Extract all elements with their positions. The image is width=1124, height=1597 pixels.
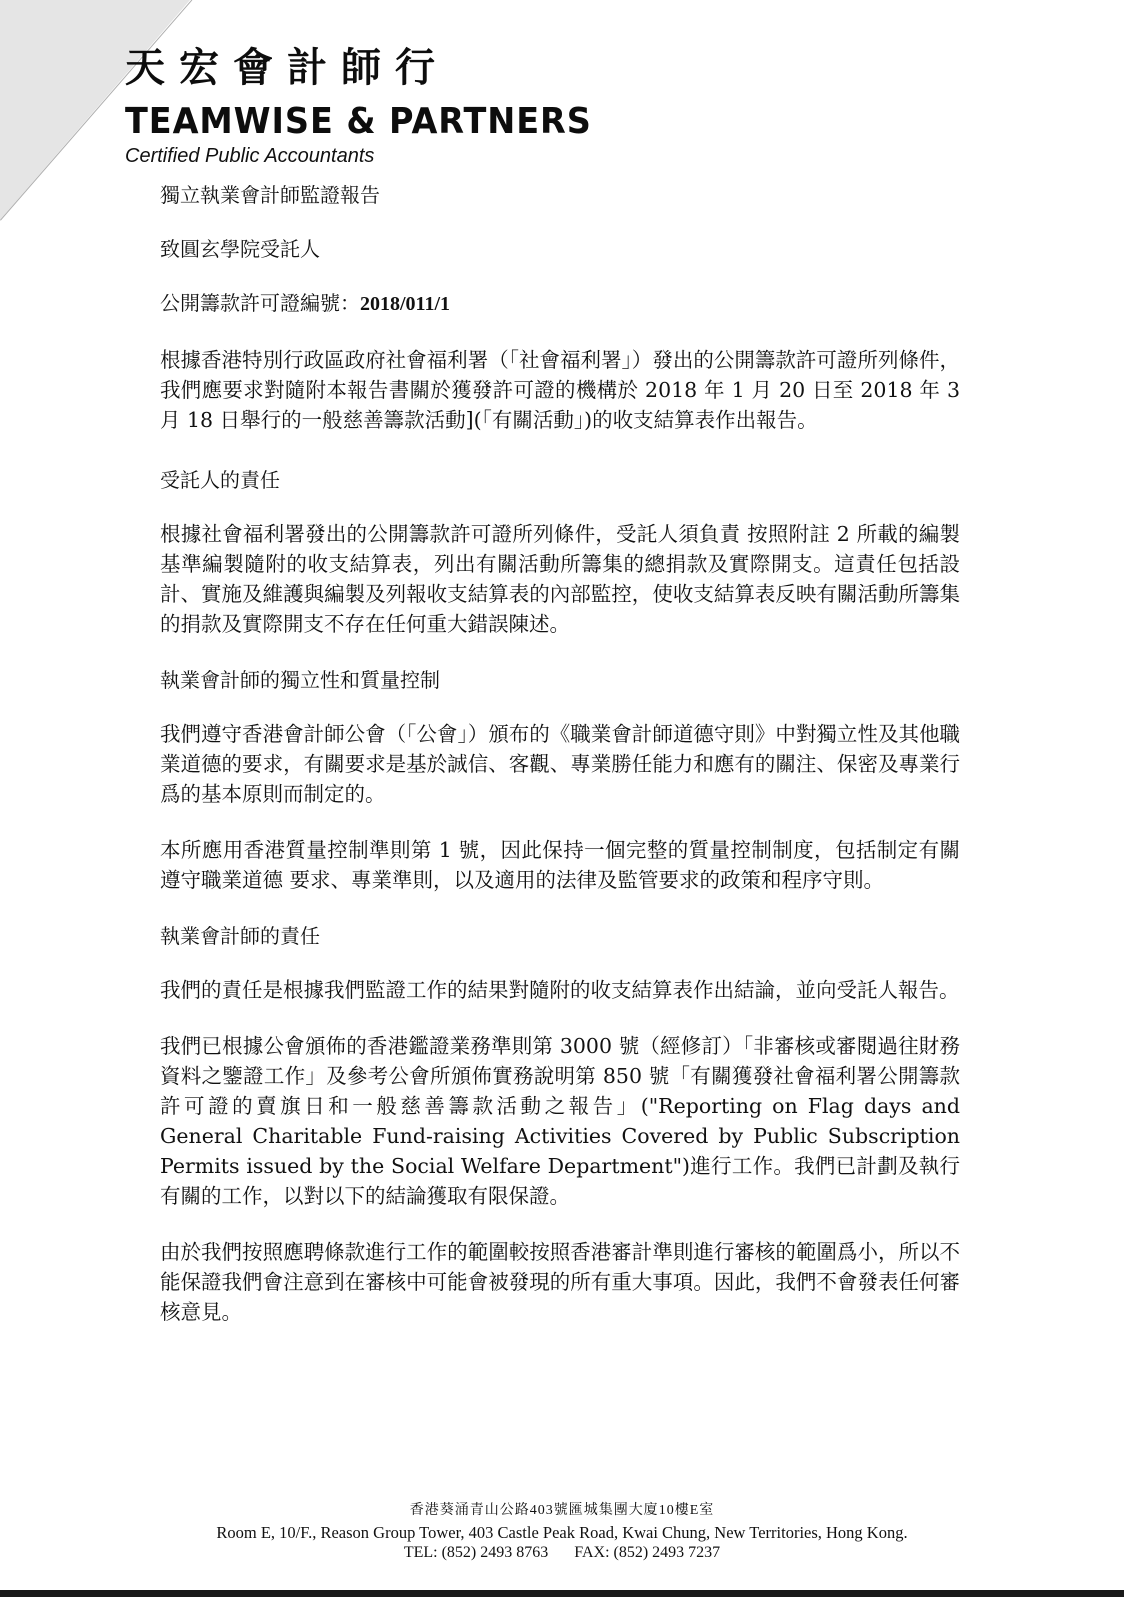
page-bottom-edge <box>0 1590 1124 1597</box>
report-title: 獨立執業會計師監證報告 <box>160 183 380 207</box>
accountant-responsibility-paragraph-1: 我們的責任是根據我們監證工作的結果對隨附的收支結算表作出結論，並向受託人報告。 <box>160 978 960 1002</box>
footer-fax: FAX: (852) 2493 7237 <box>574 1544 721 1561</box>
firm-name-chinese: 天宏會計師行 <box>125 44 449 91</box>
independence-heading: 執業會計師的獨立性和質量控制 <box>160 668 440 692</box>
footer-address-chinese: 香港葵涌青山公路403號匯城集團大廈10樓E室 <box>409 1503 715 1518</box>
footer-address-english: Room E, 10/F., Reason Group Tower, 403 Castle Peak Road, Kwai Chung, New Territories, Hong Kong. <box>216 1523 908 1542</box>
footer-tel: TEL: (852) 2493 8763 <box>403 1544 549 1561</box>
trustee-responsibility-heading: 受託人的責任 <box>160 468 280 492</box>
permit-number: 2018/011/1 <box>360 293 451 315</box>
firm-tagline: Certified Public Accountants <box>125 145 375 167</box>
firm-name-english: TEAMWISE & PARTNERS <box>125 101 592 142</box>
accountant-responsibility-paragraph-2: 我們已根據公會頒佈的香港鑑證業務準則第 3000 號（經修訂）「非審核或審閱過往財務資料之鑒證工作」及參考公會所頒佈實務說明第 850 號「有關獲發社會福利署公開籌款許可證的賣旗日和一般慈善籌款活動之報告」("Reporting on Flag days and General Charitable Fund-raising Activities Covered by Public Subscription Permits issued by the Social Welfare Department")進行工作。我們已計劃及執行有關的工作，以對以下的結論獲取有限保證。 <box>160 1034 960 1208</box>
accountant-responsibility-paragraph-3: 由於我們按照應聘條款進行工作的範圍較按照香港審計準則進行審核的範圍爲小，所以不能保證我們會注意到在審核中可能會被發現的所有重大事項。因此，我們不會發表任何審核意見。 <box>160 1240 960 1324</box>
independence-paragraph-2: 本所應用香港質量控制準則第 1 號，因此保持一個完整的質量控制制度，包括制定有關遵守職業道德 要求、專業準則，以及適用的法律及監管要求的政策和程序守則。 <box>160 838 960 892</box>
permit-label: 公開籌款許可證編號： <box>160 291 360 315</box>
report-addressee: 致圓玄學院受託人 <box>160 237 320 261</box>
letterhead-footer <box>0 1502 1124 1563</box>
letterhead <box>125 44 825 168</box>
trustee-responsibility-paragraph: 根據社會福利署發出的公開籌款許可證所列條件，受託人須負責 按照附註 2 所載的編製基準編製隨附的收支結算表，列出有關活動所籌集的總捐款及實際開支。這責任包括設計、實施及維護與編製及列報收支結算表的內部監控，使收支結算表反映有關活動所籌集的捐款及實際開支不存在任何重大錯誤陳述。 <box>160 522 960 636</box>
accountant-responsibility-heading: 執業會計師的責任 <box>160 924 320 948</box>
intro-paragraph: 根據香港特別行政區政府社會福利署（「社會福利署」）發出的公開籌款許可證所列條件，我們應要求對隨附本報告書關於獲發許可證的機構於 2018 年 1 月 20 日至 2018 年 3 月 18 日舉行的一般慈善籌款活動](「有關活動」)的收支結算表作出報告。 <box>160 348 960 432</box>
report-body <box>160 180 960 1353</box>
footer-contact <box>0 1543 1124 1563</box>
independence-paragraph-1: 我們遵守香港會計師公會（「公會」）頒布的《職業會計師道德守則》中對獨立性及其他職業道德的要求，有關要求是基於誠信、客觀、專業勝任能力和應有的關注、保密及專業行爲的基本原則而制定的。 <box>160 722 960 806</box>
permit-line <box>160 288 960 319</box>
